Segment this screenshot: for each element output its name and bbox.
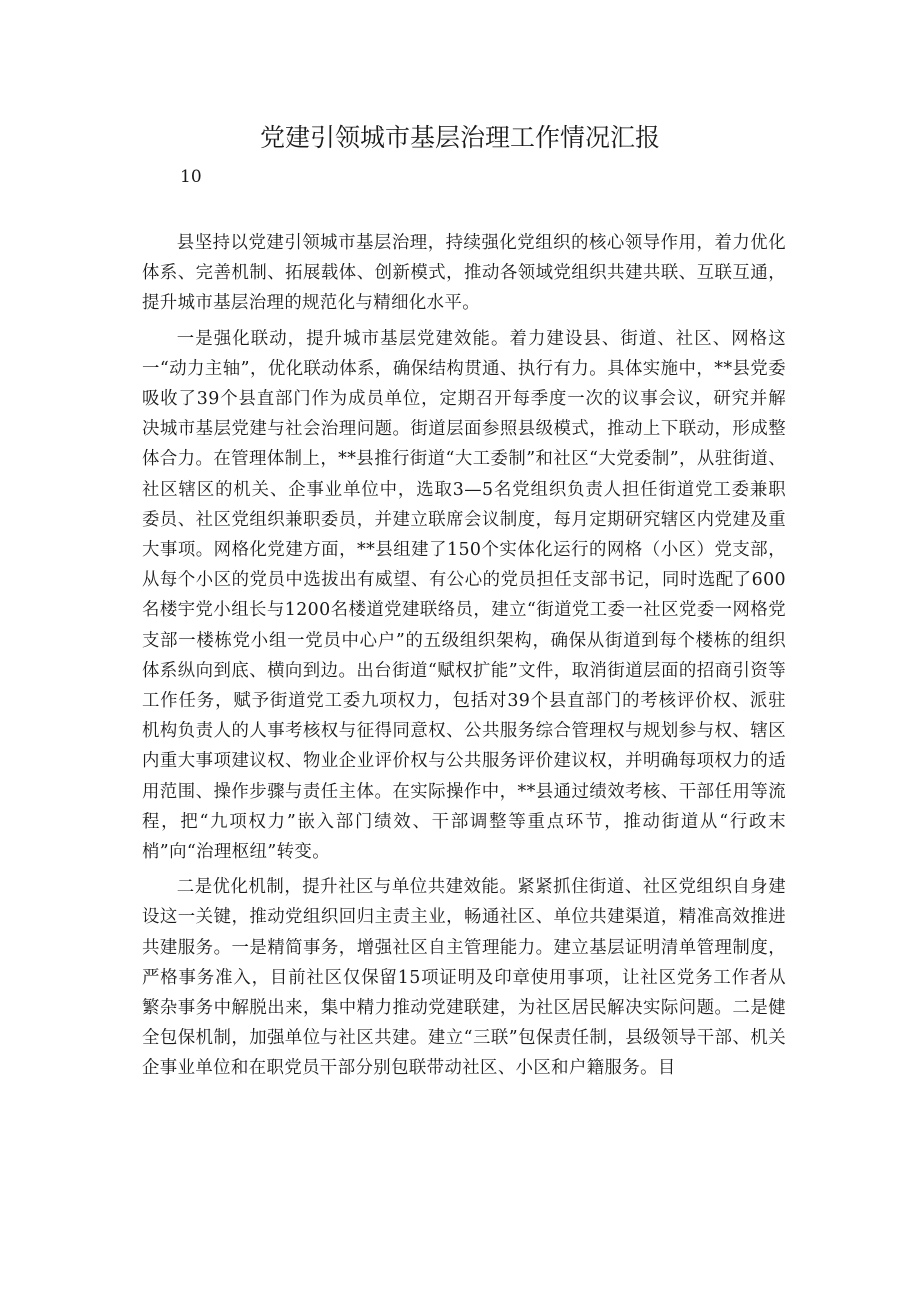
document-body bbox=[142, 228, 786, 1089]
page-number: 10 bbox=[180, 167, 202, 187]
paragraph-intro: 县坚持以党建引领城市基层治理，持续强化党组织的核心领导作用，着力优化体系、完善机制、拓展载体、创新模式，推动各领域党组织共建共联、互联互通，提升城市基层治理的规范化与精细化水平。 bbox=[142, 233, 786, 314]
paragraph-section-two: 二是优化机制，提升社区与单位共建效能。紧紧抓住街道、社区党组织自身建设这一关键，推动党组织回归主责主业，畅通社区、单位共建渠道，精准高效推进共建服务。一是精简事务，增强社区自主管理能力。建立基层证明清单管理制度，严格事务准入，目前社区仅保留15项证明及印章使用事项，让社区党务工作者从繁杂事务中解脱出来，集中精力推动党建联建，为社区居民解决实际问题。二是健全包保机制，加强单位与社区共建。建立“三联”包保责任制，县级领导干部、机关企事业单位和在职党员干部分别包联带动社区、小区和户籍服务。目 bbox=[142, 877, 786, 1079]
paragraph-section-one: 一是强化联动，提升城市基层党建效能。着力建设县、街道、社区、网格这一“动力主轴”，优化联动体系，确保结构贯通、执行有力。具体实施中，**县党委吸收了39个县直部门作为成员单位，定期召开每季度一次的议事会议，研究并解决城市基层党建与社会治理问题。街道层面参照县级模式，推动上下联动，形成整体合力。在管理体制上，**县推行街道“大工委制”和社区“大党委制”，从驻街道、社区辖区的机关、企事业单位中，选取3—5名党组织负责人担任街道党工委兼职委员、社区党组织兼职委员，并建立联席会议制度，每月定期研究辖区内党建及重大事项。网格化党建方面，**县组建了150个实体化运行的网格（小区）党支部，从每个小区的党员中选拔出有威望、有公心的党员担任支部书记，同时选配了600名楼宇党小组长与1200名楼道党建联络员，建立“街道党工委一社区党委一网格党支部一楼栋党小组一党员中心户”的五级组织架构，确保从街道到每个楼栋的组织体系纵向到底、横向到边。出台街道“赋权扩能”文件，取消街道层面的招商引资等工作任务，赋予街道党工委九项权力，包括对39个县直部门的考核评价权、派驻机构负责人的人事考核权与征得同意权、公共服务综合管理权与规划参与权、辖区内重大事项建议权、物业企业评价权与公共服务评价建议权，并明确每项权力的适用范围、操作步骤与责任主体。在实际操作中，**县通过绩效考核、干部任用等流程，把“九项权力”嵌入部门绩效、干部调整等重点环节，推动街道从“行政末梢”向“治理枢纽”转变。 bbox=[142, 328, 786, 863]
document-title: 党建引领城市基层治理工作情况汇报 bbox=[259, 123, 660, 152]
